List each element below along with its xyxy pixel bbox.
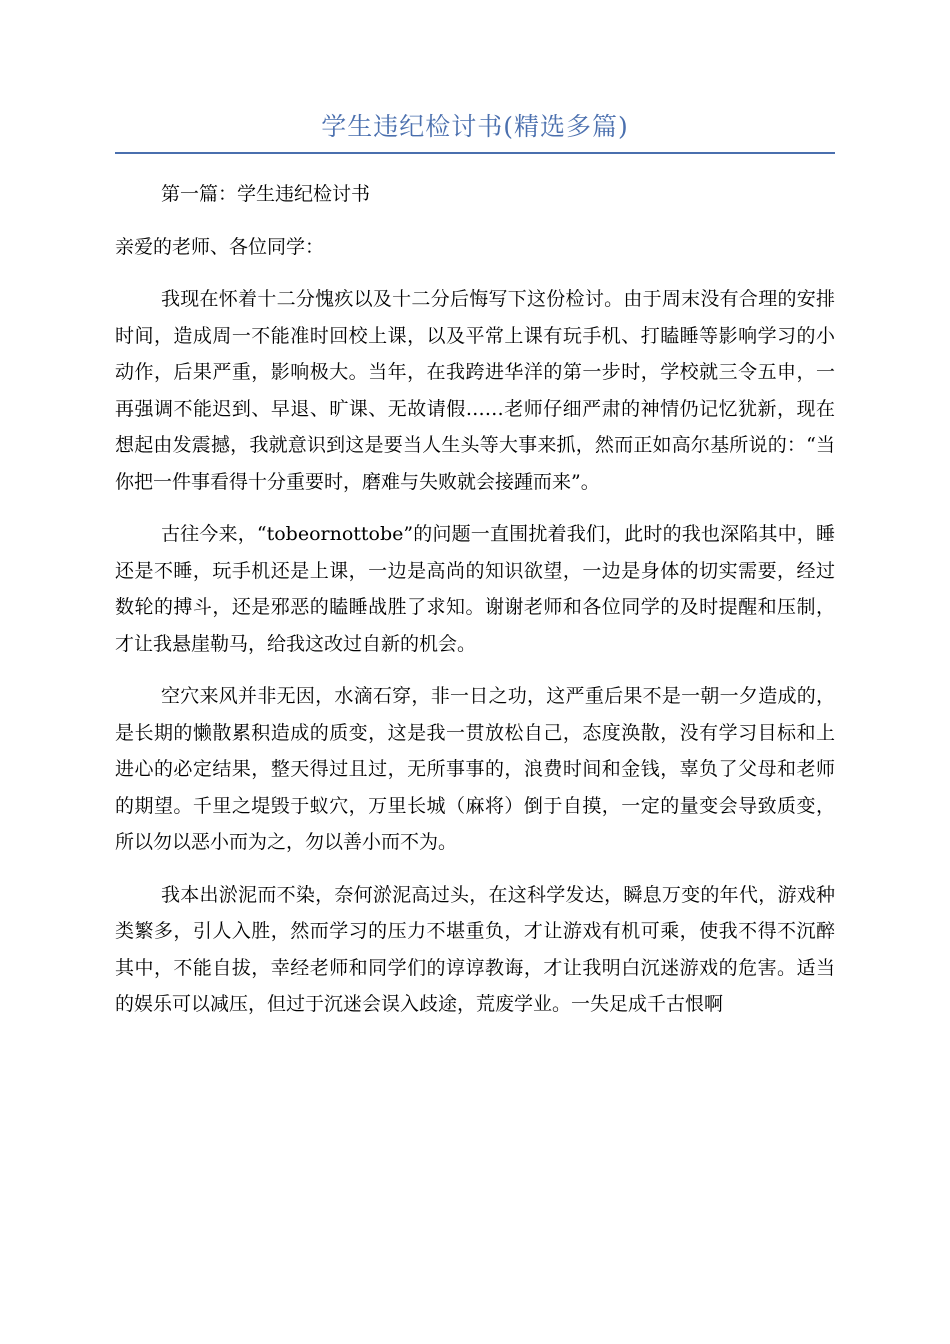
document-page [115, 110, 835, 1023]
paragraph-1: 我现在怀着十二分愧疚以及十二分后悔写下这份检讨。由于周末没有合理的安排时间，造成周一不能准时回校上课，以及平常上课有玩手机、打瞌睡等影响学习的小动作，后果严重，影响极大。当年，在我跨进华洋的第一步时，学校就三令五申，一再强调不能迟到、早退、旷课、无故请假……老师仔细严肃的神情仍记忆犹新，现在想起由发震撼，我就意识到这是要当人生头等大事来抓，然而正如高尔基所说的：“当你把一件事看得十分重要时，磨难与失败就会接踵而来”。 [115, 288, 835, 493]
salutation: 亲爱的老师、各位同学： [115, 235, 325, 258]
title-underline [115, 152, 835, 154]
paragraph-3: 空穴来风并非无因，水滴石穿，非一日之功，这严重后果不是一朝一夕造成的，是长期的懒散累积造成的质变，这是我一贯放松自己，态度涣散，没有学习目标和上进心的必定结果，整天得过且过，无所事事的，浪费时间和金钱，辜负了父母和老师的期望。千里之堤毁于蚁穴，万里长城（麻将）倒于自摸，一定的量变会导致质变，所以勿以恶小而为之，勿以善小而不为。 [115, 685, 835, 853]
paragraph-4: 我本出淤泥而不染，奈何淤泥高过头，在这科学发达，瞬息万变的年代，游戏种类繁多，引人入胜，然而学习的压力不堪重负，才让游戏有机可乘，使我不得不沉醉其中，不能自拔，幸经老师和同学们的谆谆教诲，才让我明白沉迷游戏的危害。适当的娱乐可以减压，但过于沉迷会误入歧途，荒废学业。一失足成千古恨啊 [115, 883, 835, 1015]
paragraph-2: 古往今来，“tobeornottobe”的问题一直围扰着我们，此时的我也深陷其中，睡还是不睡，玩手机还是上课，一边是高尚的知识欲望，一边是身体的切实需要，经过数轮的搏斗，还是邪恶的瞌睡战胜了求知。谢谢老师和各位同学的及时提醒和压制，才让我悬崖勒马，给我这改过自新的机会。 [115, 523, 835, 655]
section-heading: 第一篇：学生违纪检讨书 [161, 183, 371, 205]
document-title: 学生违纪检讨书(精选多篇) [321, 112, 629, 141]
